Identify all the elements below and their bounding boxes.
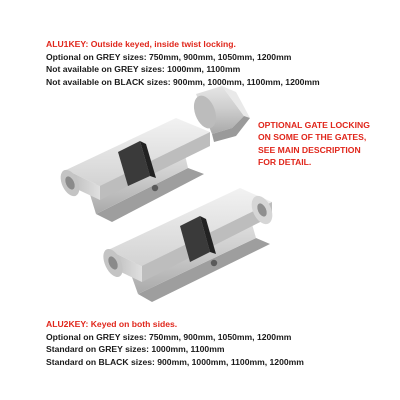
alu1-line-1: Optional on GREY sizes: 750mm, 900mm, 1050mm, 1200mm bbox=[46, 51, 292, 62]
alu1-line-3: Not available on BLACK sizes: 900mm, 1000mm, 1100mm, 1200mm bbox=[46, 76, 320, 87]
gate-note-line-2: ON SOME OF THE GATES, bbox=[258, 132, 367, 143]
alu1-title: ALU1KEY: Outside keyed, inside twist locking. bbox=[46, 39, 236, 49]
alu2-line-1: Optional on GREY sizes: 750mm, 900mm, 1050mm, 1200mm bbox=[46, 331, 292, 342]
gate-note-line-1: OPTIONAL GATE LOCKING bbox=[258, 120, 370, 130]
gate-note-line-3: SEE MAIN DESCRIPTION bbox=[258, 144, 361, 155]
alu2-key-info bbox=[46, 318, 304, 368]
gate-note-line-4: FOR DETAIL. bbox=[258, 157, 312, 168]
alu2-line-3: Standard on BLACK sizes: 900mm, 1000mm, 1100mm, 1200mm bbox=[46, 356, 304, 367]
alu2-title: ALU2KEY: Keyed on both sides. bbox=[46, 319, 178, 329]
alu1-line-2: Not available on GREY sizes: 1000mm, 1100mm bbox=[46, 64, 241, 75]
alu2-line-2: Standard on GREY sizes: 1000mm, 1100mm bbox=[46, 344, 225, 355]
